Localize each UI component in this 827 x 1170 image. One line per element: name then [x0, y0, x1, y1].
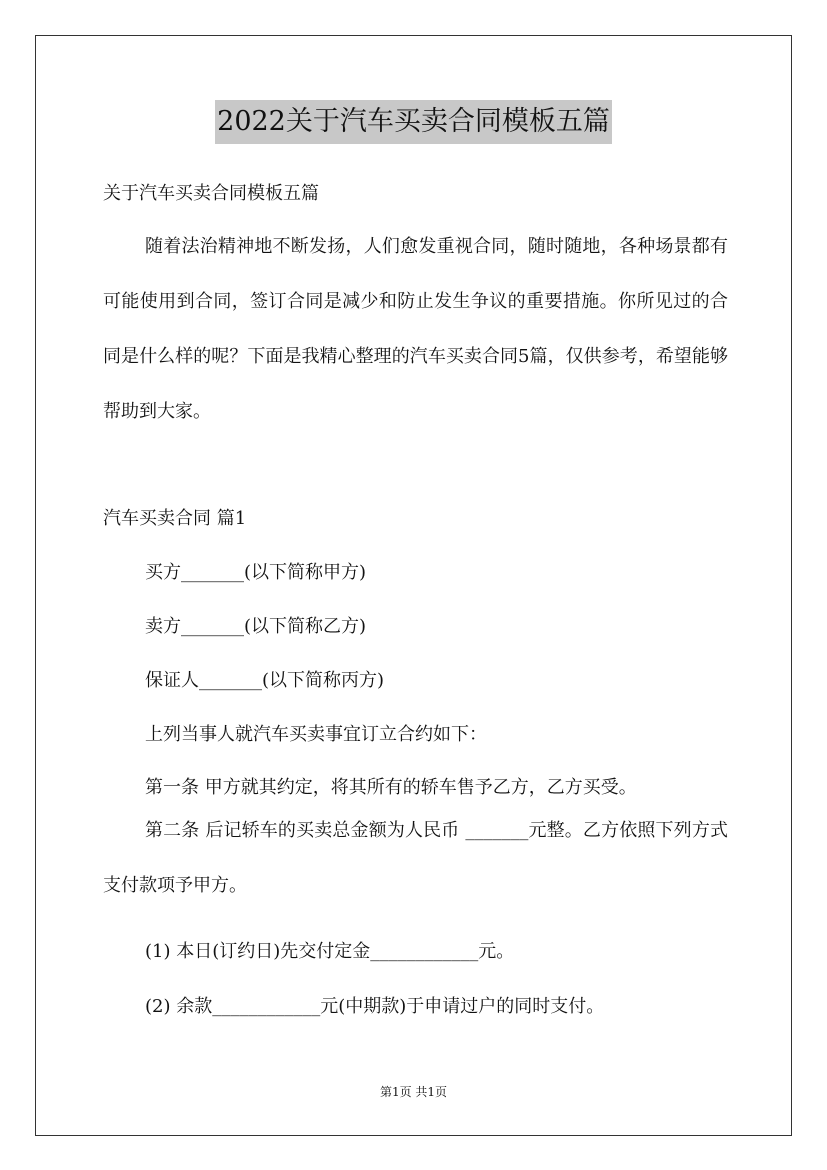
- seller-line: 卖方_______(以下简称乙方): [145, 616, 367, 637]
- preamble-line: 上列当事人就汽车买卖事宜订立合约如下：: [145, 724, 487, 745]
- section-heading: 汽车买卖合同 篇1: [103, 508, 247, 529]
- intro-paragraph: 随着法治精神地不断发扬，人们愈发重视合同，随时随地，各种场景都有可能使用到合同，签订合同是减少和防止发生争议的重要措施。你所见过的合同是什么样的呢？下面是我精心整理的汽车买卖合同5篇，仅供参考，希望能够帮助到大家。: [103, 236, 728, 422]
- buyer-line: 买方_______(以下简称甲方): [145, 562, 367, 583]
- payment-item-2: (2) 余款____________元(中期款)于申请过户的同时支付。: [145, 996, 605, 1017]
- title-container: [0, 100, 827, 144]
- payment-item-1: (1) 本日(订约日)先交付定金____________元。: [145, 941, 515, 962]
- document-subtitle: 关于汽车买卖合同模板五篇: [103, 183, 319, 204]
- article-1: 第一条 甲方就其约定，将其所有的轿车售予乙方，乙方买受。: [145, 777, 637, 798]
- page-footer: 第1页 共1页: [379, 1085, 448, 1099]
- document-title: 2022关于汽车买卖合同模板五篇: [215, 100, 612, 144]
- article-2: 第二条 后记轿车的买卖总金额为人民币 _______元整。乙方依照下列方式支付款项予甲方。: [103, 820, 728, 896]
- guarantor-line: 保证人_______(以下简称丙方): [145, 670, 385, 691]
